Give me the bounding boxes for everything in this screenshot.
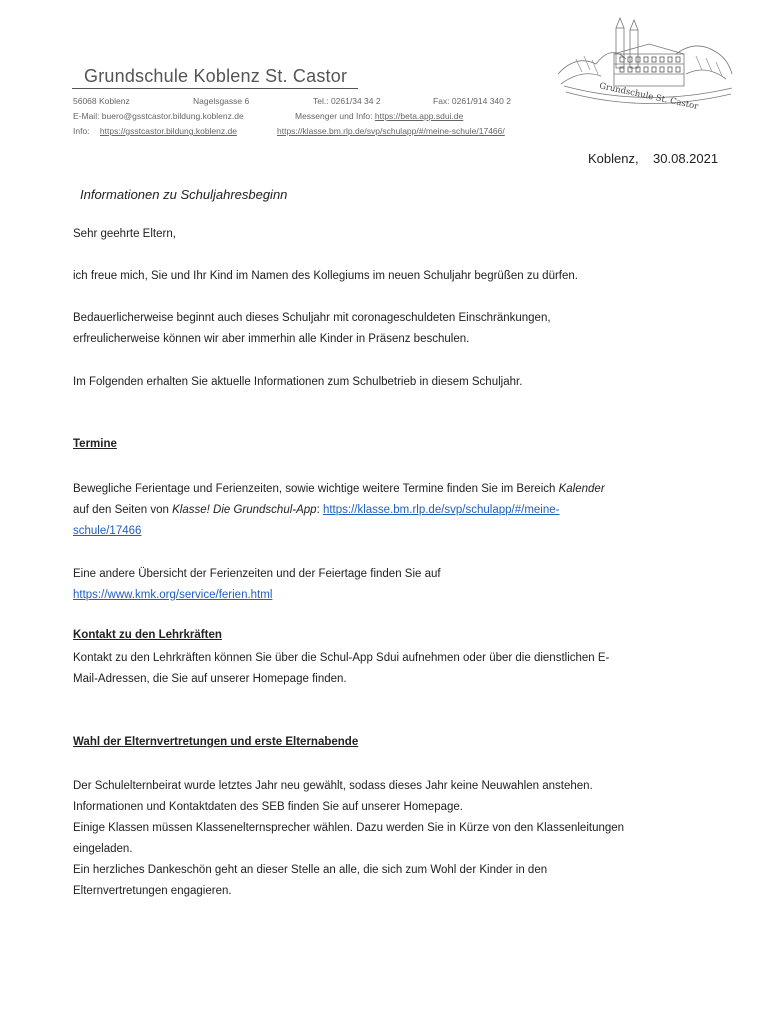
homepage-link[interactable]: https://gsstcastor.bildung.koblenz.de — [99, 126, 237, 136]
fax-number: Fax: 0261/914 340 2 — [433, 96, 511, 106]
salutation: Sehr geehrte Eltern, — [73, 228, 176, 240]
intro-paragraph-1: ich freue mich, Sie und Ihr Kind im Namen des Kollegiums im neuen Schuljahr begrüßen zu dürfen. — [73, 270, 578, 282]
messenger-info — [295, 111, 463, 121]
termine-text-1: Bewegliche Ferientage und Ferienzeiten, sowie wichtige weitere Termine finden Sie im Bereich — [73, 483, 559, 495]
address-city: 56068 Koblenz — [73, 96, 130, 106]
app-link[interactable] — [277, 126, 505, 136]
wahl-line-3: Einige Klassen müssen Klassenelternsprecher wählen. Dazu werden Sie in Kürze von den Klassenleitungen — [73, 822, 625, 834]
messenger-link[interactable]: https://beta.app.sdui.de — [374, 111, 464, 121]
termine-line-1 — [73, 479, 683, 500]
termine-line-2 — [73, 500, 683, 521]
kalender-term: Kalender — [558, 483, 605, 495]
logo-caption: Grundschule St. Castor — [598, 81, 700, 113]
kontakt-line-2: Mail-Adressen, die Sie auf unserer Homepage finden. — [73, 673, 347, 685]
ferien-text: Eine andere Übersicht der Ferienzeiten und der Feiertage finden Sie auf — [73, 568, 441, 580]
app-name: Klasse! Die Grundschul-App — [172, 504, 317, 516]
wahl-line-4: eingeladen. — [73, 843, 133, 855]
intro-paragraph-2-line-1: Bedauerlicherweise beginnt auch dieses Schuljahr mit coronageschuldeten Einschränkungen, — [73, 312, 551, 324]
intro-paragraph-2 — [73, 308, 683, 350]
info-label: Info: — [73, 126, 90, 136]
letter-date: Koblenz, 30.08.2021 — [588, 151, 719, 166]
wahl-line-1: Der Schulelternbeirat wurde letztes Jahr neu gewählt, sodass dieses Jahr keine Neuwahlen anstehen. — [73, 780, 593, 792]
section-heading-kontakt: Kontakt zu den Lehrkräften — [73, 629, 222, 641]
termine-text-2: auf den Seiten von — [73, 504, 173, 516]
kontakt-paragraph — [73, 648, 683, 690]
header-divider — [72, 88, 358, 89]
wahl-line-2: Informationen und Kontaktdaten des SEB finden Sie auf unserer Homepage. — [73, 801, 463, 813]
colon: : — [316, 504, 323, 516]
kmk-ferien-link[interactable]: https://www.kmk.org/service/ferien.html — [73, 589, 273, 601]
section-heading-termine: Termine — [73, 438, 117, 450]
schulapp-link-part-1[interactable]: https://klasse.bm.rlp.de/svp/schulapp/#/meine- — [322, 504, 560, 516]
termine-paragraph-1 — [73, 479, 683, 542]
letter-subject: Informationen zu Schuljahresbeginn — [80, 187, 288, 202]
wahl-line-6: Elternvertretungen engagieren. — [73, 885, 232, 897]
schulapp-link-part-2[interactable]: schule/17466 — [73, 525, 142, 537]
email-address: E-Mail: buero@gsstcastor.bildung.koblenz.de — [73, 111, 244, 121]
phone-number: Tel.: 0261/34 34 2 — [313, 96, 381, 106]
section-heading-wahl: Wahl der Elternvertretungen und erste Elternabende — [73, 736, 359, 748]
address-street: Nagelsgasse 6 — [193, 96, 250, 106]
info-line — [73, 126, 237, 136]
messenger-label: Messenger und Info: — [295, 111, 373, 121]
termine-paragraph-2 — [73, 564, 683, 606]
intro-paragraph-2-line-2: erfreulicherweise können wir aber immerhin alle Kinder in Präsenz beschulen. — [73, 333, 470, 345]
termine-line-3 — [73, 521, 683, 542]
wahl-line-5: Ein herzliches Dankeschön geht an dieser Stelle an alle, die sich zum Wohl der Kinder in den — [73, 864, 548, 876]
school-name: Grundschule Koblenz St. Castor — [84, 66, 348, 86]
kontakt-line-1: Kontakt zu den Lehrkräften können Sie über die Schul-App Sdui aufnehmen oder über die dienstlichen E- — [73, 652, 610, 664]
school-building-sketch-icon — [556, 14, 736, 114]
school-app-link[interactable]: https://klasse.bm.rlp.de/svp/schulapp/#/meine-schule/17466/ — [277, 126, 505, 136]
wahl-paragraph — [73, 776, 683, 902]
intro-paragraph-3: Im Folgenden erhalten Sie aktuelle Informationen zum Schulbetrieb in diesem Schuljahr. — [73, 376, 523, 388]
